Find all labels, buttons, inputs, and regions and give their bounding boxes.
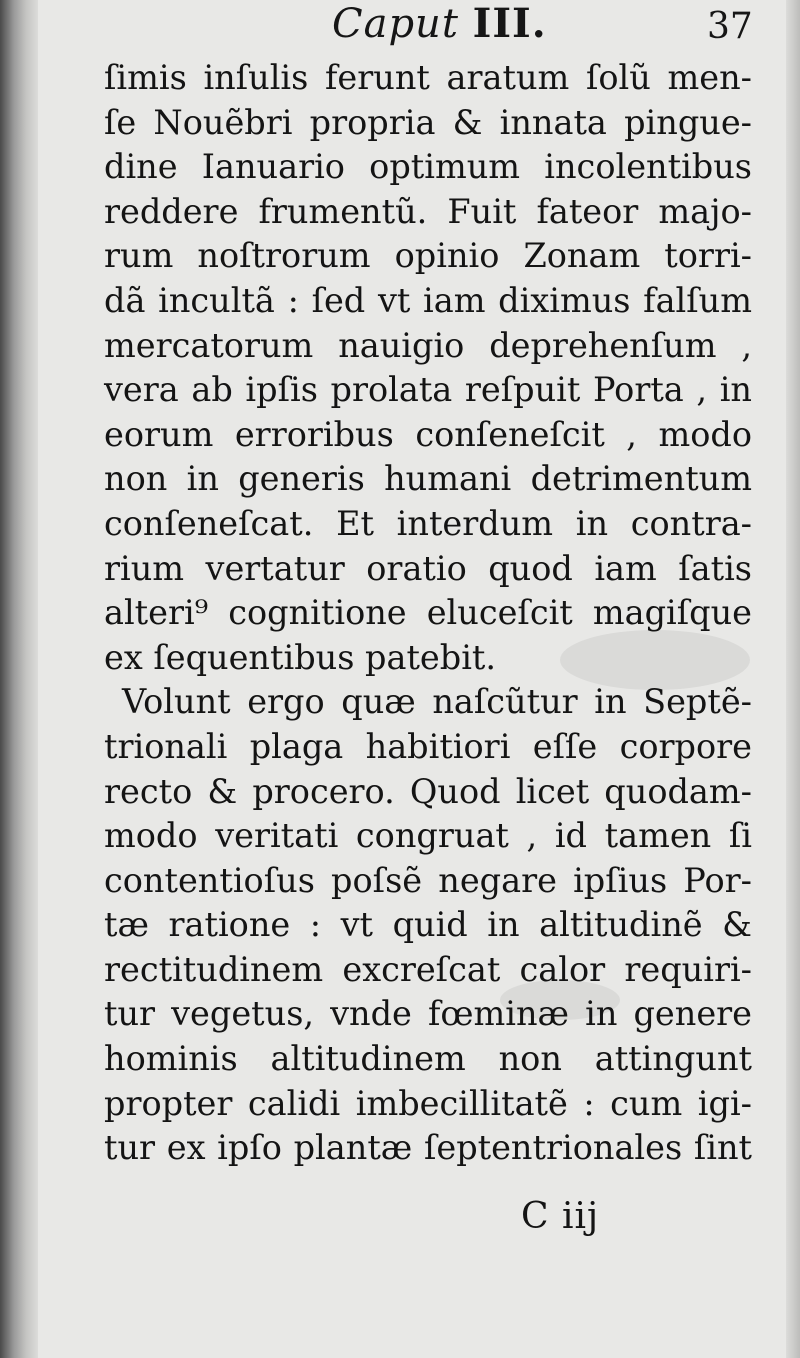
text-line: recto & procero. Quod licet quodam- [104,771,752,811]
text-line: tæ ratione : vt quid in altitudinẽ & [104,905,752,945]
text-line: ex ſequentibus patebit. [104,637,497,677]
running-head [332,0,547,47]
text-line: reddere frumentũ. Fuit fateor majo- [104,191,752,231]
page-edge [786,0,800,1358]
text-line: tur vegetus, vnde fœminæ in genere [104,994,752,1034]
text-block [104,56,752,1171]
text-line: trionali plaga habitiori eſſe corpore [104,726,752,766]
binding-gutter [0,0,38,1358]
text-line: eorum erroribus conſeneſcit , modo [104,414,752,454]
text-line: ſimis inſulis ferunt aratum ſolũ men- [104,58,752,97]
text-line: contentioſus poſsẽ negare ipſius Por- [104,860,752,900]
page-number: 37 [707,6,753,47]
text-line: rum noſtrorum opinio Zonam torri- [104,236,752,276]
text-line: ſe Nouẽbri propria & innata pingue- [104,102,752,142]
text-line: vera ab ipſis prolata reſpuit Porta , in [104,370,752,410]
text-line: hominis altitudinem non attingunt [104,1039,752,1079]
signature-mark: C iij [521,1196,600,1237]
text-line: modo veritati congruat , id tamen ſi [104,816,752,856]
text-line: tur ex ipſo plantæ ſeptentrionales ſint [104,1128,752,1168]
text-line: mercatorum nauigio deprehenſum , [104,325,752,365]
text-line: rium vertatur oratio quod iam ſatis [104,548,752,588]
text-line: rectitudinem excreſcat calor requiri- [104,949,752,989]
text-line: Volunt ergo quæ naſcũtur in Septẽ- [122,682,752,722]
text-line: propter calidi imbecillitatẽ : cum igi- [104,1083,752,1123]
text-line: dã incultã : ſed vt iam diximus falſum [104,280,752,320]
text-line: alteri⁹ cognitione eluceſcit magiſque [104,593,752,633]
text-line: dine Ianuario optimum incolentibus [104,147,752,187]
page-header [0,0,800,62]
text-line: non in generis humani detrimentum [104,459,752,499]
running-head-word: Caput [332,1,459,47]
running-head-numeral: III. [472,0,547,47]
text-line: conſeneſcat. Et interdum in contra- [104,503,752,543]
